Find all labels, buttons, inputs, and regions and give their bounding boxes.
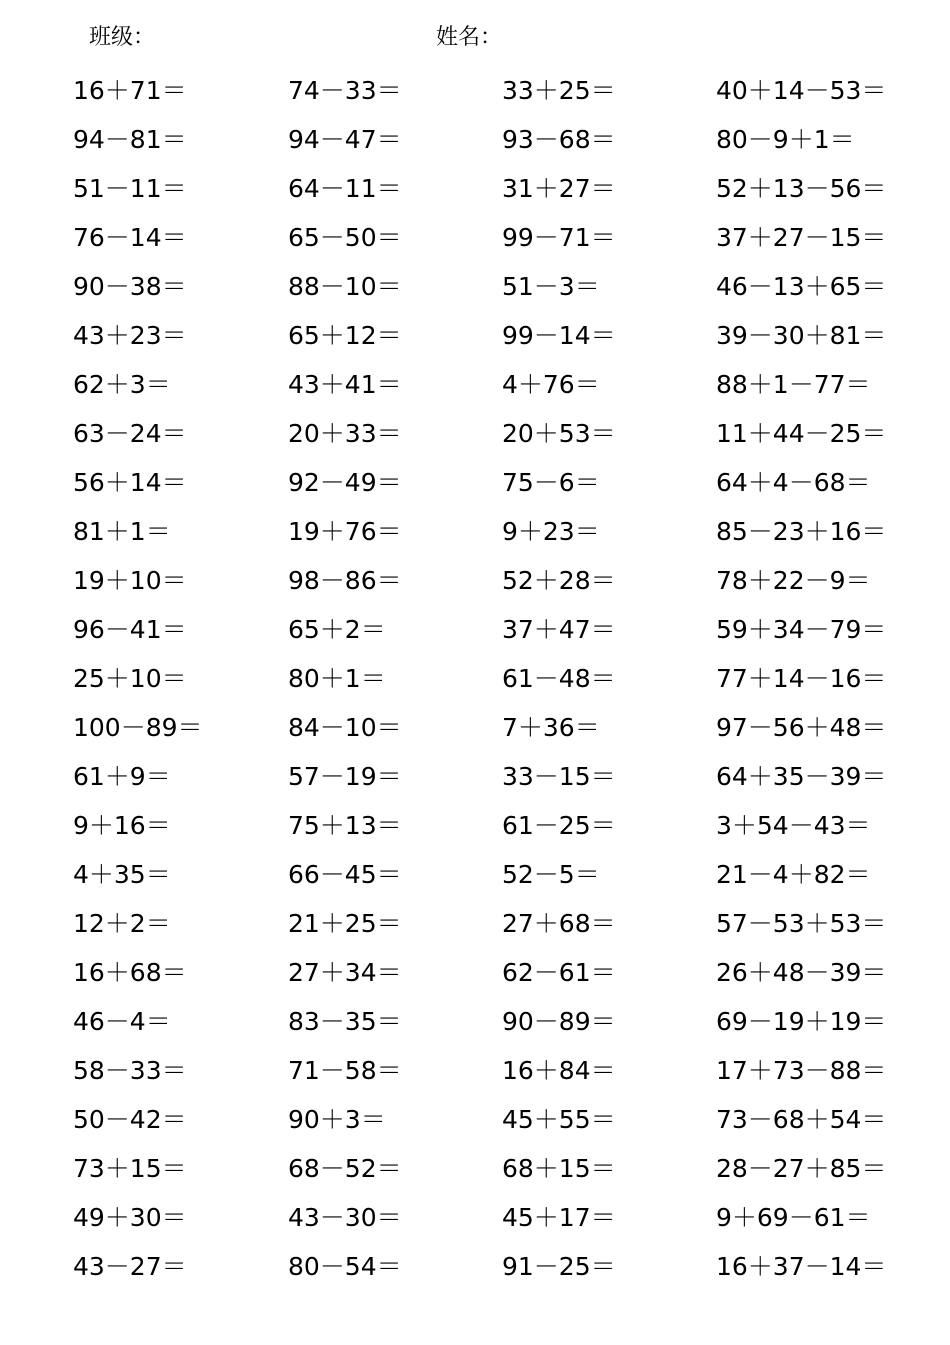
- math-problem: 61－48＝: [502, 664, 616, 693]
- math-problem: 56＋14＝: [73, 468, 187, 497]
- math-problem: 51－3＝: [502, 272, 600, 301]
- math-problem: 66－45＝: [288, 860, 402, 889]
- math-problem: 37＋47＝: [502, 615, 616, 644]
- math-problem: 16＋68＝: [73, 958, 187, 987]
- math-problem: 51－11＝: [73, 174, 187, 203]
- problem-row: [0, 168, 950, 217]
- math-problem: 16＋37－14＝: [716, 1252, 887, 1281]
- math-problem: 63－24＝: [73, 419, 187, 448]
- math-problem: 21－4＋82＝: [716, 860, 871, 889]
- math-problem: 85－23＋16＝: [716, 517, 887, 546]
- math-problem: 9＋16＝: [73, 811, 171, 840]
- math-problem: 45＋55＝: [502, 1105, 616, 1134]
- math-problem: 68－52＝: [288, 1154, 402, 1183]
- problem-row: [0, 1099, 950, 1148]
- math-problem: 3＋54－43＝: [716, 811, 871, 840]
- math-problem: 33－15＝: [502, 762, 616, 791]
- math-problem: 77＋14－16＝: [716, 664, 887, 693]
- problem-row: [0, 560, 950, 609]
- problem-row: [0, 805, 950, 854]
- math-problem: 16＋71＝: [73, 76, 187, 105]
- problem-row: [0, 952, 950, 1001]
- math-problem: 58－33＝: [73, 1056, 187, 1085]
- math-problem: 61－25＝: [502, 811, 616, 840]
- math-problem: 73＋15＝: [73, 1154, 187, 1183]
- math-problem: 88＋1－77＝: [716, 370, 871, 399]
- math-problem: 97－56＋48＝: [716, 713, 887, 742]
- math-problem: 31＋27＝: [502, 174, 616, 203]
- math-problem: 94－81＝: [73, 125, 187, 154]
- math-problem: 43＋23＝: [73, 321, 187, 350]
- math-problem: 71－58＝: [288, 1056, 402, 1085]
- math-problem: 37＋27－15＝: [716, 223, 887, 252]
- math-problem: 28－27＋85＝: [716, 1154, 887, 1183]
- math-problem: 99－14＝: [502, 321, 616, 350]
- math-problem: 19＋76＝: [288, 517, 402, 546]
- math-problem: 19＋10＝: [73, 566, 187, 595]
- math-problem: 52＋13－56＝: [716, 174, 887, 203]
- math-problem: 7＋36＝: [502, 713, 600, 742]
- problem-row: [0, 1001, 950, 1050]
- math-problem: 4＋35＝: [73, 860, 171, 889]
- math-problem: 20＋33＝: [288, 419, 402, 448]
- math-problem: 45＋17＝: [502, 1203, 616, 1232]
- problem-row: [0, 315, 950, 364]
- problem-row: [0, 364, 950, 413]
- problem-row: [0, 462, 950, 511]
- math-problem: 52＋28＝: [502, 566, 616, 595]
- problem-row: [0, 903, 950, 952]
- problem-row: [0, 266, 950, 315]
- math-problem: 46－4＝: [73, 1007, 171, 1036]
- math-problem: 91－25＝: [502, 1252, 616, 1281]
- math-problem: 65＋12＝: [288, 321, 402, 350]
- math-problem: 64－11＝: [288, 174, 402, 203]
- problem-row: [0, 854, 950, 903]
- math-problem: 12＋2＝: [73, 909, 171, 938]
- problem-row: [0, 70, 950, 119]
- math-problem: 78＋22－9＝: [716, 566, 871, 595]
- problem-row: [0, 1050, 950, 1099]
- problem-row: [0, 756, 950, 805]
- math-problem: 84－10＝: [288, 713, 402, 742]
- math-problem: 68＋15＝: [502, 1154, 616, 1183]
- class-label: 班级：: [89, 25, 156, 50]
- problem-row: [0, 1148, 950, 1197]
- problem-row: [0, 511, 950, 560]
- problem-row: [0, 609, 950, 658]
- math-problem: 52－5＝: [502, 860, 600, 889]
- math-problem: 43－30＝: [288, 1203, 402, 1232]
- math-problem: 65－50＝: [288, 223, 402, 252]
- math-problem: 64＋35－39＝: [716, 762, 887, 791]
- problem-row: [0, 413, 950, 462]
- math-problem: 90＋3＝: [288, 1105, 386, 1134]
- math-problem: 75－6＝: [502, 468, 600, 497]
- math-problem: 43－27＝: [73, 1252, 187, 1281]
- math-problem: 50－42＝: [73, 1105, 187, 1134]
- worksheet-header: [0, 16, 950, 52]
- math-problem: 81＋1＝: [73, 517, 171, 546]
- math-problem: 90－89＝: [502, 1007, 616, 1036]
- problem-row: [0, 217, 950, 266]
- math-problem: 92－49＝: [288, 468, 402, 497]
- math-problem: 39－30＋81＝: [716, 321, 887, 350]
- name-label: 姓名：: [436, 25, 503, 50]
- problem-row: [0, 658, 950, 707]
- math-problem: 17＋73－88＝: [716, 1056, 887, 1085]
- math-problem: 64＋4－68＝: [716, 468, 871, 497]
- math-problem: 100－89＝: [73, 713, 203, 742]
- math-problem: 62－61＝: [502, 958, 616, 987]
- math-problem: 80－9＋1＝: [716, 125, 855, 154]
- math-problem: 26＋48－39＝: [716, 958, 887, 987]
- problem-row: [0, 1246, 950, 1295]
- problem-row: [0, 119, 950, 168]
- math-problem: 98－86＝: [288, 566, 402, 595]
- math-problem: 27＋34＝: [288, 958, 402, 987]
- math-problem: 76－14＝: [73, 223, 187, 252]
- math-problem: 46－13＋65＝: [716, 272, 887, 301]
- math-problem: 57－53＋53＝: [716, 909, 887, 938]
- math-problem: 16＋84＝: [502, 1056, 616, 1085]
- problem-row: [0, 707, 950, 756]
- math-problem: 9＋23＝: [502, 517, 600, 546]
- math-problem: 49＋30＝: [73, 1203, 187, 1232]
- math-problem: 62＋3＝: [73, 370, 171, 399]
- math-problem: 88－10＝: [288, 272, 402, 301]
- math-problem: 94－47＝: [288, 125, 402, 154]
- math-problem: 43＋41＝: [288, 370, 402, 399]
- problem-row: [0, 1197, 950, 1246]
- math-problem: 65＋2＝: [288, 615, 386, 644]
- math-problem: 4＋76＝: [502, 370, 600, 399]
- math-problem: 27＋68＝: [502, 909, 616, 938]
- math-problem: 61＋9＝: [73, 762, 171, 791]
- math-problem: 59＋34－79＝: [716, 615, 887, 644]
- math-problem: 11＋44－25＝: [716, 419, 887, 448]
- math-problem: 69－19＋19＝: [716, 1007, 887, 1036]
- math-problem: 20＋53＝: [502, 419, 616, 448]
- math-problem: 80＋1＝: [288, 664, 386, 693]
- math-problem: 75＋13＝: [288, 811, 402, 840]
- math-problem: 96－41＝: [73, 615, 187, 644]
- math-problem: 80－54＝: [288, 1252, 402, 1281]
- math-problem: 25＋10＝: [73, 664, 187, 693]
- math-problem: 33＋25＝: [502, 76, 616, 105]
- math-problem: 21＋25＝: [288, 909, 402, 938]
- problem-grid: [0, 70, 950, 1295]
- math-problem: 73－68＋54＝: [716, 1105, 887, 1134]
- math-problem: 40＋14－53＝: [716, 76, 887, 105]
- math-problem: 57－19＝: [288, 762, 402, 791]
- math-problem: 83－35＝: [288, 1007, 402, 1036]
- math-problem: 93－68＝: [502, 125, 616, 154]
- math-problem: 99－71＝: [502, 223, 616, 252]
- math-problem: 74－33＝: [288, 76, 402, 105]
- math-problem: 9＋69－61＝: [716, 1203, 871, 1232]
- math-problem: 90－38＝: [73, 272, 187, 301]
